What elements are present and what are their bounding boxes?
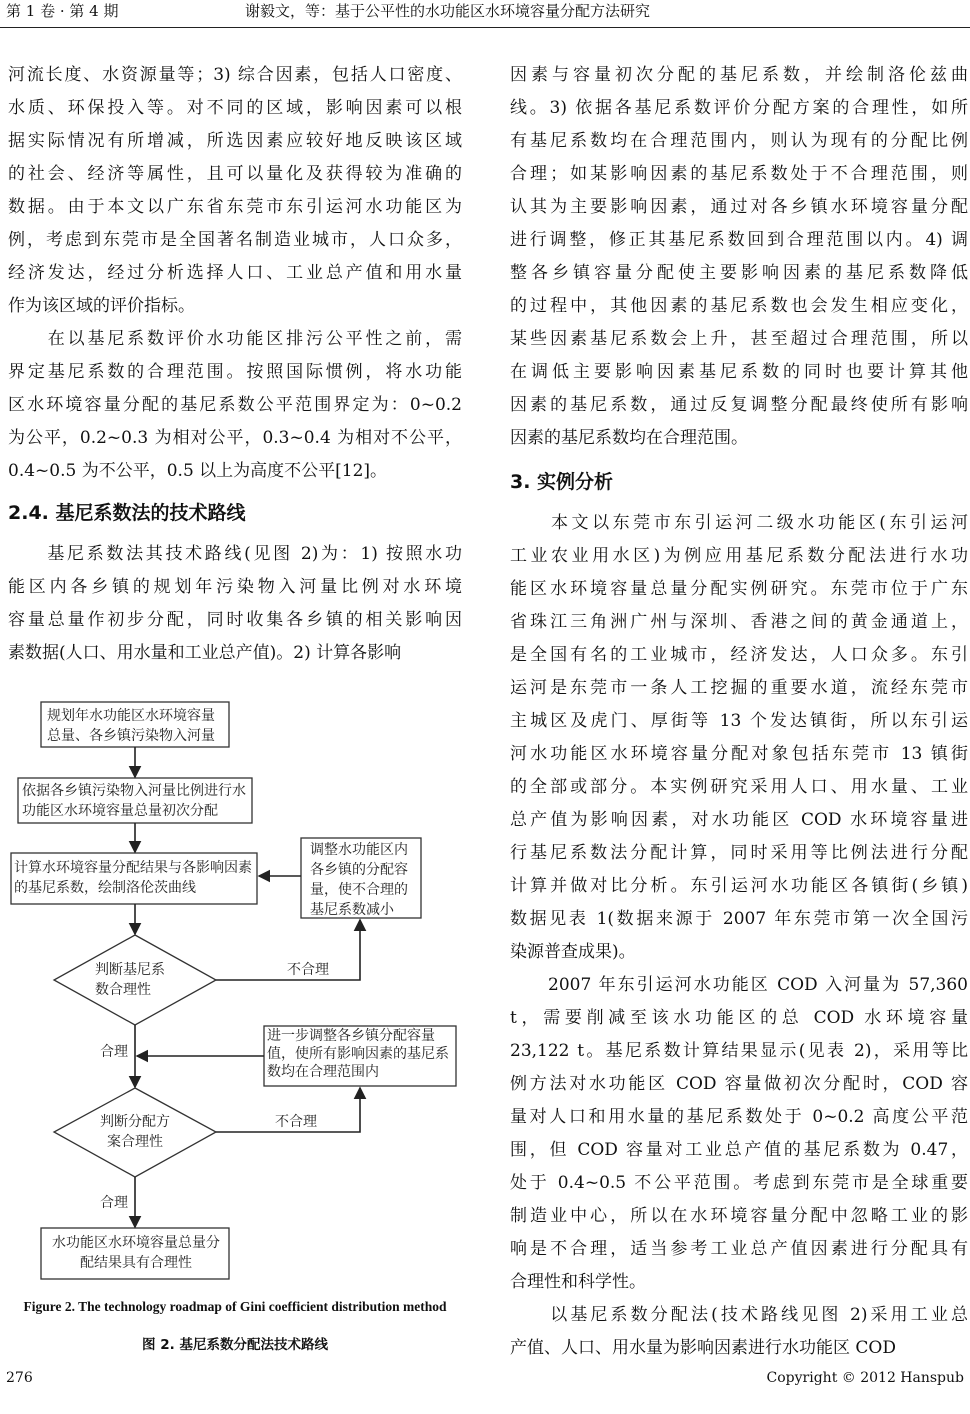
text-line: 河流长度、水资源量等；3) 综合因素，包括人口密度、 [8, 65, 462, 85]
text-line: 进行调整，修正其基尼系数回到合理范围以内。4) 调 [510, 230, 968, 250]
text-line: 0.4~0.5 为不公平，0.5 以上为高度不公平[12]。 [8, 461, 388, 481]
label-reasonable: 合理 [100, 1044, 128, 1060]
paragraph [510, 507, 968, 969]
text-line: 制造业中心，所以在水环境容量分配中忽略工业的影 [510, 1206, 968, 1226]
decision-plan-reasonable: 判断分配方案合理性 [100, 1114, 170, 1150]
text-line: 区水环境容量分配的基尼系数公平范围界定为：0~0.2 [8, 395, 462, 415]
text-line: 的社会、经济等属性，且可以量化及获得较为准确的 [8, 164, 462, 184]
text-line: 工业农业用水区)为例应用基尼系数分配法进行水功 [510, 546, 968, 566]
text-line: 容量总量作初步分配，同时收集各乡镇的相关影响因 [8, 610, 462, 630]
text-line: 因素与容量初次分配的基尼系数，并绘制洛伦兹曲 [510, 65, 968, 85]
text-line: 主城区及虎门、厚街等 13 个发达镇街，所以东引运 [510, 711, 968, 731]
text-line: 经济发达，经过分析选择人口、工业总产值和用水量 [8, 263, 462, 283]
paragraph [510, 1299, 968, 1365]
text-line: 本文以东莞市东引运河二级水功能区(东引运河 [510, 513, 968, 533]
paragraph [8, 59, 462, 323]
figure-caption-cn: 图 2. 基尼系数分配法技术路线 [142, 1337, 328, 1353]
text-line: 因素的基尼系数，通过反复调整分配最终使所有影响 [510, 395, 968, 415]
text-line: 在调低主要影响因素基尼系数的同时也要计算其他 [510, 362, 968, 382]
flowchart-shapes [0, 690, 470, 1290]
text-line: 量对人口和用水量的基尼系数处于 0~0.2 高度公平范 [510, 1107, 968, 1127]
text-line: 合理性和科学性。 [510, 1272, 646, 1292]
text-line: 响是不合理，适当参考工业总产值因素进行分配具有 [510, 1239, 968, 1259]
text-line: 在以基尼系数评价水功能区排污公平性之前，需 [8, 329, 462, 349]
label-reasonable: 合理 [100, 1195, 128, 1211]
text-line: 河水功能区水环境容量分配对象包括东莞市 13 镇街 [510, 744, 968, 764]
flow-box-adjust-allocation: 调整水功能区内各乡镇的分配容量，使不合理的基尼系数减小 [310, 842, 408, 918]
paragraph [8, 538, 462, 670]
text-line: 运河是东莞市一条人工挖掘的重要水道，流经东莞市 [510, 678, 968, 698]
text-line: 某些因素基尼系数会上升，甚至超过合理范围，所以 [510, 329, 968, 349]
text-line: 能区水环境容量总量分配实例研究。东莞市位于广东 [510, 579, 968, 599]
section-heading: 3. 实例分析 [510, 471, 614, 493]
text-line: 23,122 t。基尼系数计算结果显示(见表 2)，采用等比 [510, 1041, 968, 1061]
flow-box-initial-allocation: 依据各乡镇污染物入河量比例进行水功能区水环境容量总量初次分配 [22, 783, 246, 819]
text-line: 围，但 COD 容量对工业总产值的基尼系数为 0.47， [510, 1140, 968, 1160]
flow-box-compute-gini: 计算水环境容量分配结果与各影响因素的基尼系数，绘制洛伦茨曲线 [14, 860, 252, 896]
paragraph [510, 969, 968, 1299]
text-line: 例方法对水功能区 COD 容量做初次分配时，COD 容 [510, 1074, 968, 1094]
text-line: 染源普查成果)。 [510, 942, 636, 962]
text-line: 有基尼系数均在合理范围内，则认为现有的分配比例 [510, 131, 968, 151]
text-line: 整各乡镇容量分配使主要影响因素的基尼系数降低 [510, 263, 968, 283]
decision-gini-reasonable: 判断基尼系数合理性 [95, 962, 165, 998]
text-line: 合理；如某影响因素的基尼系数处于不合理范围，则 [510, 164, 968, 184]
text-line: 的全部或部分。本实例研究采用人口、用水量、工业 [510, 777, 968, 797]
text-line: 是全国有名的工业城市，经济发达，人口众多。东引 [510, 645, 968, 665]
right-column [510, 59, 968, 1365]
text-line: 线。3) 依据各基尼系数评价分配方案的合理性，如所 [510, 98, 968, 118]
text-line: 产值、人口、用水量为影响因素进行水功能区 COD [510, 1338, 896, 1358]
label-unreasonable: 不合理 [275, 1114, 317, 1130]
text-line: 的过程中，其他因素的基尼系数也会发生相应变化， [510, 296, 968, 316]
text-line: 因素的基尼系数均在合理范围。 [510, 428, 748, 448]
page-number: 276 [6, 1370, 33, 1386]
header-rule [0, 27, 970, 28]
text-line: 基尼系数法其技术路线(见图 2)为：1) 按照水功 [8, 544, 462, 564]
copyright: Copyright © 2012 Hanspub [766, 1370, 964, 1386]
text-line: 行基尼系数法分配计算，同时采用等比例法进行分配 [510, 843, 968, 863]
text-line: 计算并做对比分析。东引运河水功能区各镇街(乡镇) [510, 876, 968, 896]
text-line: 素数据(人口、用水量和工业总产值)。2) 计算各影响 [8, 643, 402, 663]
label-unreasonable: 不合理 [287, 962, 329, 978]
text-line: 例，考虑到东莞市是全国著名制造业城市，人口众多， [8, 230, 462, 250]
text-line: 总产值为影响因素，对水功能区 COD 水环境容量进 [510, 810, 968, 830]
flow-box-planning-capacity: 规划年水功能区水环境容量总量、各乡镇污染物入河量 [47, 708, 215, 744]
text-line: 据实际情况有所增减，所选因素应较好地反映该区域 [8, 131, 462, 151]
text-line: 能区内各乡镇的规划年污染物入河量比例对水环境 [8, 577, 462, 597]
text-line: 数据。由于本文以广东省东莞市东引运河水功能区为 [8, 197, 462, 217]
text-line: 2007 年东引运河水功能区 COD 入河量为 57,360 [510, 975, 968, 995]
text-line: 数据见表 1(数据来源于 2007 年东莞市第一次全国污 [510, 909, 968, 929]
journal-volume: 第 1 卷 · 第 4 期 [6, 2, 119, 20]
left-column [8, 59, 462, 670]
text-line: 为公平，0.2~0.3 为相对公平，0.3~0.4 为相对不公平， [8, 428, 462, 448]
running-title: 谢毅文，等：基于公平性的水功能区水环境容量分配方法研究 [245, 2, 651, 20]
text-line: 处于 0.4~0.5 不公平范围。考虑到东莞市是全球重要 [510, 1173, 968, 1193]
text-line: 认其为主要影响因素，通过对各乡镇水环境容量分配 [510, 197, 968, 217]
paragraph [8, 323, 462, 488]
section-heading: 2.4. 基尼系数法的技术路线 [8, 502, 246, 524]
text-line: 作为该区域的评价指标。 [8, 296, 195, 316]
text-line: 界定基尼系数的合理范围。按照国际惯例，将水功能 [8, 362, 462, 382]
flow-box-further-adjust: 进一步调整各乡镇分配容量值，使所有影响因素的基尼系数均在合理范围内 [267, 1028, 449, 1080]
text-line: t，需要削减至该水功能区的总 COD 水环境容量 [510, 1008, 968, 1028]
paragraph [510, 59, 968, 455]
text-line: 以基尼系数分配法(技术路线见图 2)采用工业总 [510, 1305, 968, 1325]
flow-box-result: 水功能区水环境容量总量分配结果具有合理性 [52, 1235, 220, 1271]
figure-caption-en: Figure 2. The technology roadmap of Gini coefficient distribution method [23, 1299, 447, 1314]
text-line: 水质、环保投入等。对不同的区域，影响因素可以根 [8, 98, 462, 118]
text-line: 省珠江三角洲广州与深圳、香港之间的黄金通道上， [510, 612, 968, 632]
